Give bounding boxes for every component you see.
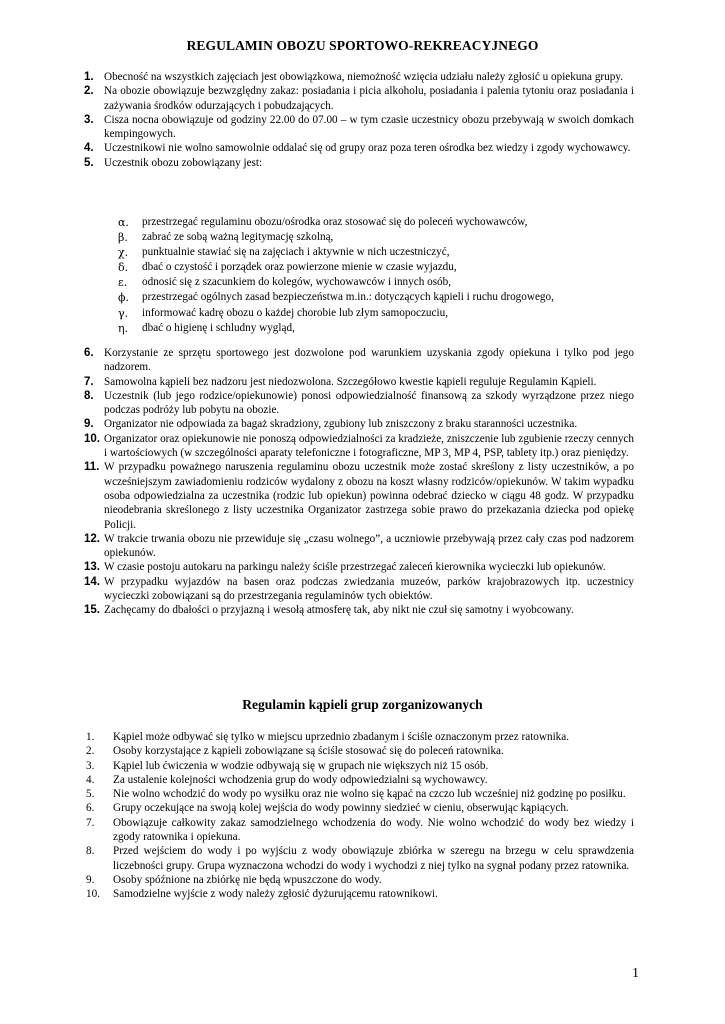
item-number: γ. — [118, 306, 129, 320]
item-number: β. — [118, 231, 128, 245]
item-number: 3. — [84, 113, 94, 126]
rules-list-part2 — [86, 346, 634, 618]
item-text: Kąpiel może odbywać się tylko w miejscu uprzednio zbadanym i ściśle oznaczonym przez ratownika. — [113, 731, 570, 743]
list-item — [86, 759, 634, 773]
item-text: Organizator oraz opiekunowie nie ponoszą odpowiedzialności za kradzieże, zniszczenie lub zgubienie rzeczy cennych i wartościowych (w szczególności aparaty telefoniczne i fotograficzne, MP 3, MP 4, PSP, tablety itp.) oraz pieniędzy. — [104, 432, 634, 460]
item-number: ε. — [118, 276, 128, 290]
list-item — [118, 230, 638, 245]
item-number: 5. — [86, 788, 95, 801]
item-number: 14. — [84, 575, 100, 588]
item-number: 10. — [84, 432, 100, 445]
list-item — [86, 432, 634, 461]
list-item — [86, 773, 634, 787]
item-number: 4. — [86, 773, 95, 786]
list-item — [86, 532, 634, 561]
list-item — [86, 603, 634, 617]
item-number: 6. — [84, 347, 94, 359]
list-item — [86, 113, 634, 142]
list-item — [86, 844, 634, 873]
list-item — [118, 215, 638, 230]
item-text: zabrać ze sobą ważną legitymację szkolną, — [142, 231, 334, 244]
item-text: Osoby korzystające z kąpieli zobowiązane są ściśle stosować się do poleceń ratownika. — [113, 745, 504, 758]
item-text: Cisza nocna obowiązuje od godziny 22.00 do 07.00 – w tym czasie uczestnicy obozu przebywają w swoich domkach kempingowych. — [104, 113, 634, 141]
item-number: δ. — [118, 261, 129, 275]
item-number: χ. — [118, 246, 129, 260]
item-number: 7. — [86, 816, 95, 829]
item-text: Kąpiel lub ćwiczenia w wodzie odbywają się w grupach nie większych niż 15 osób. — [113, 759, 489, 772]
item-number: 13. — [84, 561, 100, 574]
list-item — [118, 245, 638, 260]
document-title: REGULAMIN OBOZU SPORTOWO-REKREACYJNEGO — [186, 38, 539, 53]
list-item — [118, 321, 638, 336]
item-number: 15. — [84, 604, 100, 617]
item-number: 11. — [84, 461, 100, 474]
item-text: Osoby spóźnione na zbiórkę nie będą wpuszczone do wody. — [113, 873, 382, 886]
item-number: η. — [118, 321, 129, 335]
item-text: Zachęcamy do dbałości o przyjazną i wesołą atmosferę tak, aby nikt nie czuł się samotny i wyobcowany. — [104, 604, 574, 617]
swim-rules-title: Regulamin kąpieli grup zorganizowanych — [242, 697, 483, 712]
item-text: W przypadku wyjazdów na basen oraz podczas zwiedzania muzeów, parków krajobrazowych itp. uczestnicy wycieczki zobowiązani są do przestrzegania regulaminów tych obiektów. — [104, 575, 634, 603]
item-text: Samowolna kąpieli bez nadzoru jest niedozwolona. Szczegółowo kwestie kąpieli reguluje Regulamin Kąpieli. — [104, 375, 597, 388]
item-text: Grupy oczekujące na swoją kolej wejścia do wody powinny siedzieć w cieniu, obserwując kąpiących. — [113, 802, 569, 815]
list-item — [86, 730, 634, 744]
list-item — [86, 887, 634, 901]
item-number: 7. — [84, 375, 94, 388]
list-item — [86, 460, 634, 531]
item-number: 9. — [86, 873, 95, 886]
rules-list-part1 — [86, 70, 634, 170]
item-text: punktualnie stawiać się na zajęciach i aktywnie w nich uczestniczyć, — [142, 246, 450, 259]
item-text: odnosić się z szacunkiem do kolegów, wychowawców i innych osób, — [142, 276, 452, 289]
list-item — [86, 417, 634, 431]
obligations-list — [118, 215, 638, 336]
list-item — [118, 290, 638, 305]
item-text: Samodzielne wyjście z wody należy zgłosić dyżurującemu ratownikowi. — [113, 888, 438, 901]
item-number: 8. — [86, 845, 95, 858]
list-item — [86, 575, 634, 604]
item-number: 10. — [86, 888, 100, 901]
item-text: przestrzegać ogólnych zasad bezpieczeństwa m.in.: dotyczących kąpieli i ruchu drogowego, — [142, 291, 554, 304]
list-item — [86, 70, 634, 84]
item-number: 6. — [86, 802, 95, 815]
item-number: 4. — [84, 142, 94, 155]
item-text: W trakcie trwania obozu nie przewiduje się „czasu wolnego”, a uczniowie przebywają przez cały czas pod nadzorem opiekunów. — [104, 532, 634, 560]
list-item — [118, 275, 638, 290]
list-item — [86, 560, 634, 574]
item-text: Na obozie obowiązuje bezwzględny zakaz: posiadania i picia alkoholu, posiadania i palenia tytoniu oraz posiadania i zażywania środków odurzających i pobudzających. — [104, 85, 634, 112]
item-number: 12. — [84, 532, 100, 545]
item-text: Obowiązuje całkowity zakaz samodzielnego wchodzenia do wody. Nie wolno wchodzić do wody bez wiedzy i zgody ratownika i opiekuna. — [113, 816, 634, 844]
item-text: W czasie postoju autokaru na parkingu należy ściśle przestrzegać zaleceń kierownika wycieczki lub opiekunów. — [104, 561, 606, 574]
list-item — [86, 816, 634, 845]
item-number: 2. — [86, 745, 95, 758]
item-number: 1. — [84, 71, 94, 83]
item-text: Uczestnik (lub jego rodzice/opiekunowie) ponosi odpowiedzialność finansową za szkody wyrządzone przez niego podczas podróży lub pobytu na obozie. — [104, 389, 634, 417]
list-item — [86, 346, 634, 375]
item-number: 1. — [86, 731, 95, 743]
item-number: α. — [118, 216, 129, 229]
list-item — [86, 744, 634, 758]
list-item — [86, 141, 634, 155]
list-item — [118, 260, 638, 275]
item-text: Nie wolno wchodzić do wody po wysiłku oraz nie wolno się kąpać na czczo lub wcześniej niż godzinę po posiłku. — [113, 788, 626, 801]
page-number: 1 — [632, 966, 639, 981]
item-text: Obecność na wszystkich zajęciach jest obowiązkowa, niemożność wzięcia udziału należy zgłosić u opiekuna grupy. — [104, 71, 623, 83]
list-item — [86, 84, 634, 113]
item-text: Za ustalenie kolejności wchodzenia grup do wody odpowiedzialni są wychowawcy. — [113, 773, 488, 786]
item-text: dbać o higienę i schludny wygląd, — [142, 321, 295, 334]
item-text: informować kadrę obozu o każdej chorobie lub złym samopoczuciu, — [142, 306, 448, 319]
item-number: ϕ. — [118, 291, 129, 305]
item-text: Korzystanie ze sprzętu sportowego jest dozwolone pod warunkiem uzyskania zgody opiekuna i tylko pod jego nadzorem. — [104, 347, 634, 374]
list-item — [86, 801, 634, 815]
list-item — [86, 156, 634, 170]
item-text: W przypadku poważnego naruszenia regulaminu obozu uczestnik może zostać skreślony z listy uczestników, a po wcześniejszym zawiadomieniu rodziców wydalony z obozu na koszt własny rodziców/opiekunów. W takim wypadku osoba odpowiedzialna za uczestnika (rodzic lub opiekun) powinna odebrać dziecko w ciągu 48 godz. W przypadku nieodebrania skreślonego z listy uczestnika Organizator zastrzega sobie prawo do przekazania dziecka pod opiekę Policji. — [104, 461, 634, 531]
item-number: 5. — [84, 156, 94, 169]
item-number: 8. — [84, 389, 94, 402]
list-item — [86, 873, 634, 887]
item-text: Organizator nie odpowiada za bagaż skradziony, zgubiony lub zniszczony z braku staranności uczestnika. — [104, 418, 578, 431]
swim-rules-list — [86, 730, 634, 902]
list-item — [86, 787, 634, 801]
item-text: przestrzegać regulaminu obozu/ośrodka oraz stosować się do poleceń wychowawców, — [142, 216, 528, 228]
list-item — [86, 389, 634, 418]
item-text: dbać o czystość i porządek oraz powierzone mienie w czasie wyjazdu, — [142, 261, 457, 274]
item-number: 3. — [86, 759, 95, 772]
item-text: Uczestnik obozu zobowiązany jest: — [104, 156, 263, 169]
item-number: 9. — [84, 418, 94, 431]
item-number: 2. — [84, 85, 94, 98]
item-text: Uczestnikowi nie wolno samowolnie oddalać się od grupy oraz poza teren ośrodka bez wiedzy i zgody wychowawcy. — [104, 142, 631, 155]
list-item — [118, 306, 638, 321]
list-item — [86, 375, 634, 389]
item-text: Przed wejściem do wody i po wyjściu z wody obowiązuje zbiórka w szeregu na brzegu w celu sprawdzenia liczebności grupy. Grupa wyznaczona wchodzi do wody i wychodzi z niej tylko na sygnał podany przez ratownika. — [113, 845, 634, 872]
